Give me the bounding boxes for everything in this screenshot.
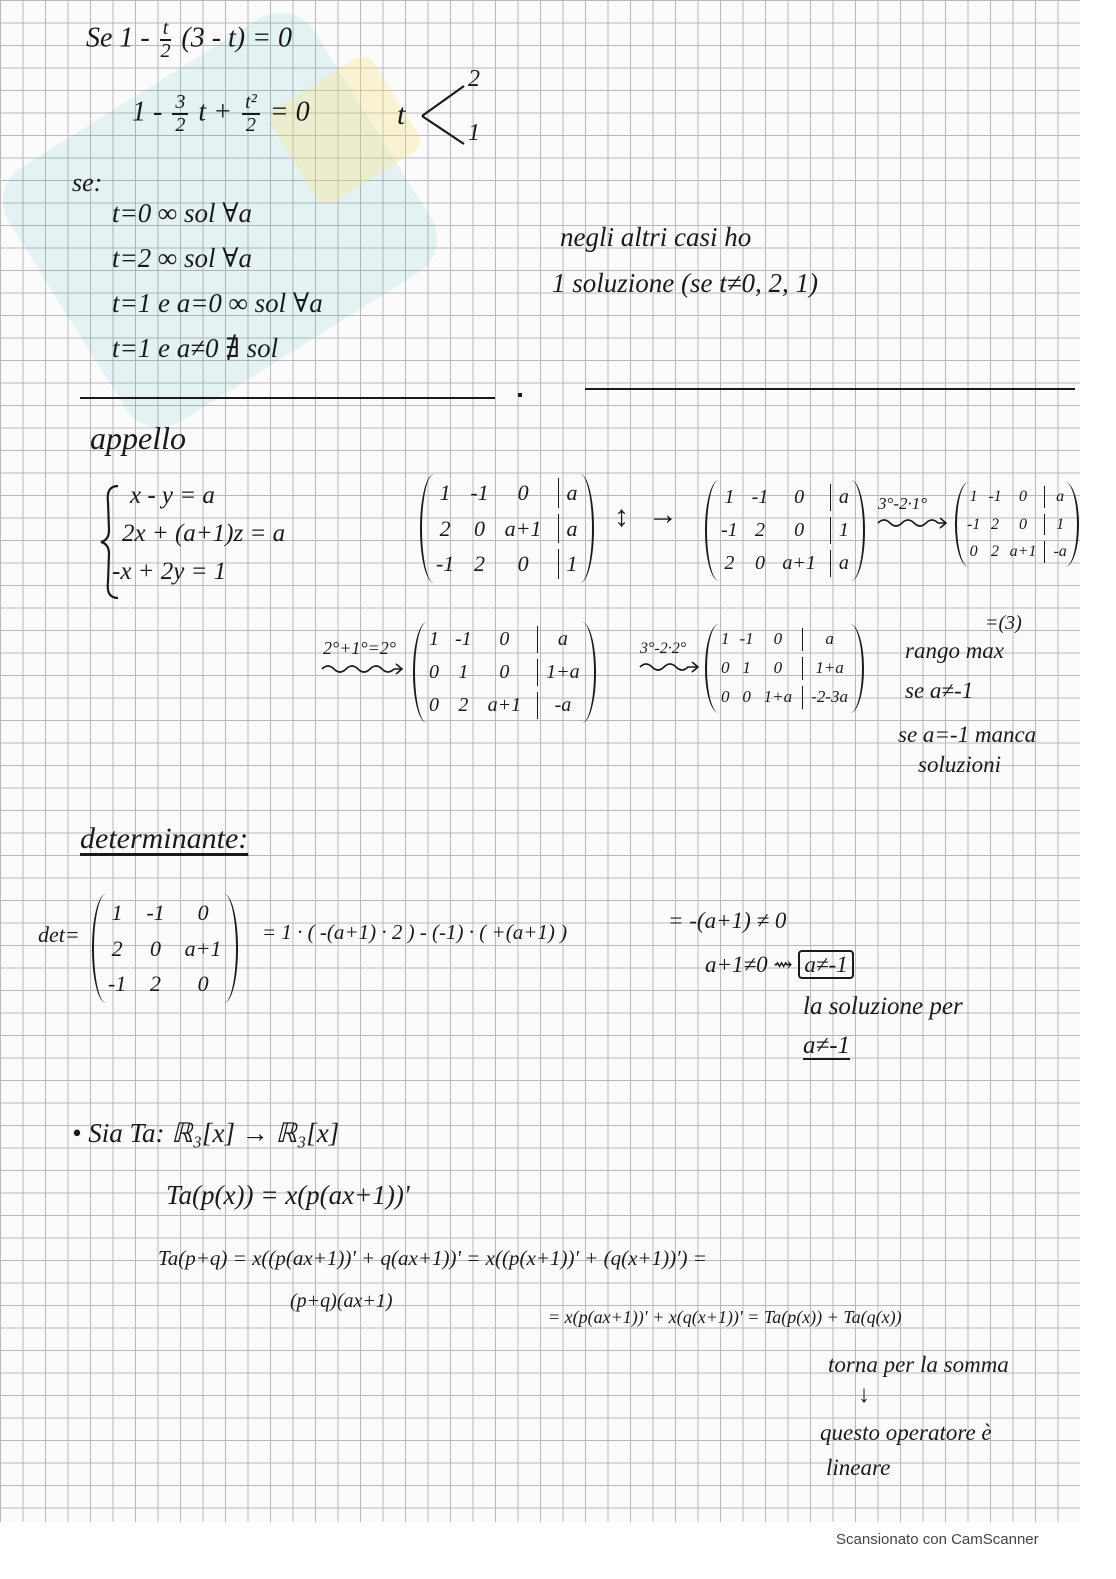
matrix-cell: 1 — [830, 517, 849, 544]
matrix-cell: a — [558, 478, 578, 508]
matrix-cell: 2 — [458, 694, 469, 716]
matrix-cell: 2 — [111, 935, 123, 961]
matrix-cell: 2 — [149, 971, 161, 997]
matrix-cell: -1 — [455, 628, 472, 650]
eq2-fraction-1 — [172, 92, 188, 136]
eq1-num: t — [160, 18, 172, 41]
row-operation-label: 2°+1°=2° — [323, 638, 396, 658]
section-title-determinante: determinante: — [80, 822, 249, 855]
linear-map-sum-line: Ta(p+q) = x((p(ax+1))' + q(ax+1))' = x((p(x+1))' + (q(x+1))') = — [158, 1246, 707, 1270]
divider — [80, 397, 495, 399]
eq2-den1: 2 — [175, 114, 186, 137]
matrix-cell: 0 — [499, 628, 510, 650]
arrow-down-icon: ↓ — [858, 1382, 870, 1408]
divider-dot — [518, 393, 522, 397]
matrix-cell: 1 — [439, 480, 451, 505]
section-title-appello: appello — [90, 420, 186, 456]
matrix-cell: -1 — [108, 971, 127, 997]
matrix-cell: 2 — [990, 543, 999, 561]
matrix-cell: 1 — [558, 549, 578, 579]
matrix-cell: 1+a — [537, 659, 580, 686]
case-line: t=1 e a=0 ∞ sol ∀a — [112, 288, 323, 318]
wavy-arrow-icon — [320, 662, 406, 676]
eq2-num1: 3 — [172, 92, 188, 115]
matrix-cell: 1 — [429, 628, 439, 650]
det-result: = -(a+1) ≠ 0 — [668, 908, 787, 933]
matrix-cell: 0 — [197, 971, 209, 997]
linear-map-definition: Ta(p(x)) = x(p(ax+1))' — [166, 1180, 410, 1210]
matrix-cell: a+1 — [487, 694, 522, 716]
augmented-matrix-swapped — [705, 480, 865, 581]
det-expansion: = 1 · ( -(a+1) · 2 ) - (-1) · ( +(a+1) ) — [262, 920, 568, 944]
linear-map-note: questo operatore è — [820, 1420, 992, 1445]
root-lower: 1 — [468, 120, 480, 146]
matrix-cell: -a — [1044, 541, 1066, 563]
det-conclusion: la soluzione per — [803, 993, 963, 1020]
augmented-matrix-echelon — [705, 624, 864, 713]
matrix-cell: 0 — [794, 486, 805, 508]
det-condition — [705, 952, 854, 978]
augmented-matrix-initial — [420, 474, 594, 583]
matrix-cell: -1 — [721, 519, 738, 541]
matrix-cell: -1 — [751, 486, 769, 508]
det-condition-text: a+1≠0 ⇝ — [705, 952, 793, 977]
system-equation: 2x + (a+1)z = a — [122, 520, 286, 547]
matrix-cell: 0 — [429, 694, 439, 716]
matrix-cell: 0 — [149, 935, 161, 961]
matrix-cell: a — [1044, 486, 1066, 508]
det-conclusion-value: a≠-1 — [803, 1032, 851, 1059]
det-label: det= — [38, 922, 80, 947]
matrix-cell: -1 — [967, 515, 981, 533]
rank-note: se a≠-1 — [905, 678, 974, 703]
matrix-cell: a — [830, 484, 849, 511]
matrix-cell: 1 — [111, 900, 123, 925]
matrix-cell: 0 — [969, 543, 978, 561]
matrix-cell: a — [830, 550, 849, 577]
equation-setup — [86, 18, 292, 62]
matrix-cell: 0 — [473, 515, 485, 541]
linear-map-intro: • Sia Ta: ℝ₃[x] → ℝ₃[x] — [72, 1118, 340, 1148]
matrix-cell: -a — [537, 692, 580, 719]
other-cases-line: negli altri casi ho — [560, 222, 752, 252]
matrix-cell: -2-3a — [802, 686, 848, 709]
matrix-cell: -1 — [470, 480, 489, 505]
matrix-cell: 0 — [742, 686, 751, 706]
rank-note: soluzioni — [918, 752, 1002, 777]
augmented-matrix-reduced — [413, 622, 596, 723]
case-line: t=1 e a≠0 ∄ sol — [112, 333, 279, 363]
arrow-right-icon: → — [648, 498, 678, 531]
matrix-cell: -1 — [146, 900, 165, 925]
matrix-cell: 0 — [499, 661, 510, 683]
matrix-cell: 0 — [429, 661, 439, 683]
row-operation-label: 3°-2·1° — [878, 494, 928, 513]
matrix-cell: 2 — [724, 552, 735, 574]
matrix-cell: a — [558, 514, 578, 544]
matrix-cell: 2 — [439, 515, 451, 541]
eq2-c: = 0 — [269, 96, 310, 128]
matrix-cell: 0 — [773, 657, 783, 677]
matrix-cell: a+1 — [1009, 543, 1037, 561]
matrix-cell: 1 — [721, 629, 730, 648]
other-cases-line: 1 soluzione (se t≠0, 2, 1) — [552, 268, 819, 298]
matrix-cell: 0 — [1019, 515, 1028, 533]
wavy-arrow-icon — [638, 660, 704, 674]
swap-rows-icon: ↕ — [614, 500, 629, 533]
matrix-cell: 0 — [721, 657, 730, 677]
eq1-den: 2 — [160, 40, 171, 63]
matrix-cell: a+1 — [504, 515, 542, 541]
matrix-cell: a — [537, 626, 580, 653]
matrix-cell: a+1 — [184, 935, 222, 961]
case-line: t=0 ∞ sol ∀a — [112, 198, 253, 228]
matrix-cell: 1+a — [802, 657, 848, 680]
eq1-fraction — [160, 18, 172, 62]
eq1-suffix: (3 - t) = 0 — [181, 22, 293, 54]
matrix-cell: a+1 — [782, 552, 816, 574]
matrix-cell: 0 — [197, 900, 209, 925]
matrix-cell: 2 — [755, 519, 765, 541]
matrix-cell: 1 — [742, 657, 751, 677]
eq2-fraction-2 — [242, 92, 260, 136]
equation-quadratic — [132, 92, 310, 136]
linear-map-note: lineare — [826, 1455, 891, 1480]
matrix-cell: 0 — [773, 629, 783, 648]
linear-map-sum-result: = x(p(ax+1))' + x(q(x+1))' = Ta(p(x)) + Ta(q(x)) — [548, 1307, 902, 1327]
divider — [585, 388, 1075, 390]
case-line: t=2 ∞ sol ∀a — [112, 243, 253, 273]
matrix-cell: 1 — [1044, 514, 1066, 536]
det-condition-boxed: a≠-1 — [798, 950, 853, 979]
eq2-b: t + — [198, 96, 233, 128]
matrix-cell: 2 — [473, 551, 485, 577]
matrix-cell: 2 — [990, 515, 999, 533]
eq2-a: 1 - — [132, 96, 163, 128]
system-equation: -x + 2y = 1 — [112, 558, 227, 585]
eq1-prefix: Se 1 - — [86, 22, 150, 54]
matrix-cell: -1 — [739, 629, 754, 648]
rank-note: =(3) — [985, 612, 1022, 634]
wavy-arrow-icon — [876, 516, 950, 530]
rank-note: rango max — [905, 638, 1005, 663]
matrix-cell: a — [802, 628, 848, 651]
matrix-cell: -1 — [988, 488, 1002, 505]
eq2-num2: t² — [242, 92, 260, 115]
matrix-cell: 1 — [969, 488, 978, 505]
matrix-cell: 1+a — [763, 686, 793, 706]
coefficient-matrix — [92, 894, 238, 1003]
matrix-cell: 1 — [458, 661, 469, 683]
matrix-cell: 0 — [517, 480, 529, 505]
matrix-cell: -1 — [436, 551, 455, 577]
roots-variable: t — [397, 98, 406, 131]
matrix-cell: 0 — [755, 552, 765, 574]
matrix-cell: 0 — [517, 551, 529, 577]
matrix-cell: 0 — [721, 686, 730, 706]
linear-map-sum-subline: (p+q)(ax+1) — [290, 1290, 393, 1312]
eq2-den2: 2 — [245, 114, 256, 137]
cases-label: se: — [72, 168, 103, 197]
roots-branch-icon — [418, 78, 470, 150]
augmented-matrix-step — [955, 482, 1079, 567]
matrix-cell: 0 — [1019, 488, 1028, 505]
matrix-cell: 1 — [724, 486, 735, 508]
rank-note: se a=-1 manca — [898, 722, 1037, 747]
root-upper: 2 — [468, 66, 480, 92]
system-equation: x - y = a — [130, 482, 215, 509]
row-operation-label: 3°-2·2° — [640, 640, 687, 657]
linear-map-note: torna per la somma — [828, 1352, 1009, 1377]
matrix-cell: 0 — [794, 519, 805, 541]
scanner-footer: Scansionato con CamScanner — [836, 1531, 1039, 1548]
